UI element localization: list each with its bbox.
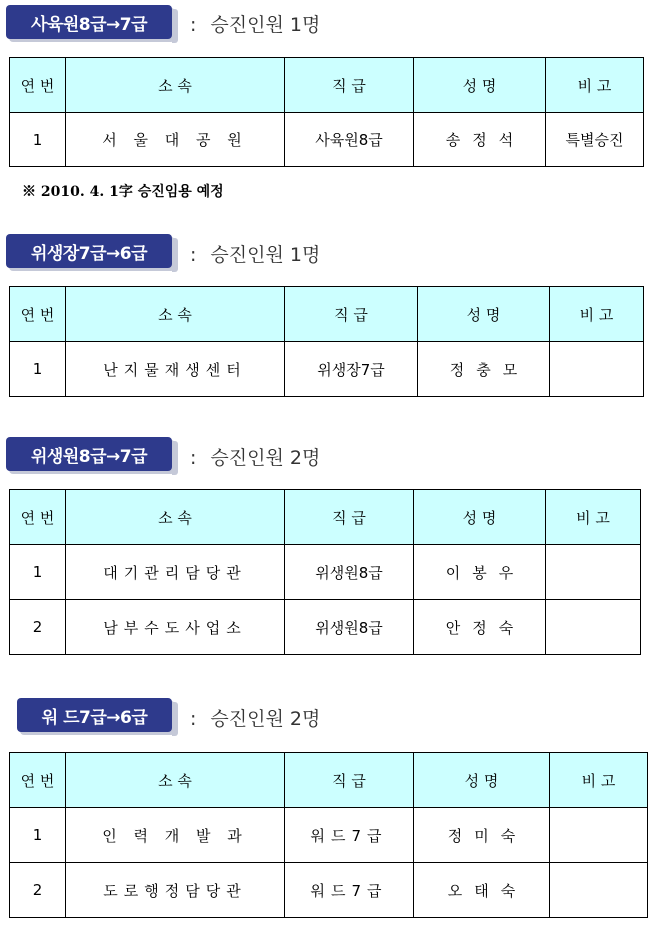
section-3-badge-label: 위생원8급→7급 <box>30 446 147 467</box>
section-3-table <box>9 489 641 655</box>
header-note: 비 고 <box>550 287 644 342</box>
header-name: 성 명 <box>414 490 546 545</box>
section-4-badge <box>17 698 172 732</box>
table-row <box>10 113 644 167</box>
footnote: ※ 2010. 4. 1字 승진임용 예정 <box>22 184 224 200</box>
header-rank: 직 급 <box>285 490 414 545</box>
cell-no: 2 <box>10 600 66 655</box>
table-header-row <box>10 490 641 545</box>
section-1-count <box>190 10 320 37</box>
cell-rank: 사육원8급 <box>285 113 414 167</box>
section-2-count-label: 승진인원 1명 <box>210 244 321 266</box>
cell-dept: 서 울 대 공 원 <box>66 113 285 167</box>
header-no: 연 번 <box>10 490 66 545</box>
header-dept: 소 속 <box>66 753 285 808</box>
cell-note <box>546 600 641 655</box>
header-dept: 소 속 <box>66 58 285 113</box>
cell-no: 1 <box>10 545 66 600</box>
section-3-badge <box>6 437 172 471</box>
section-4-table <box>9 752 648 918</box>
cell-name: 송정석 <box>414 113 546 167</box>
cell-note: 특별승진 <box>546 113 644 167</box>
cell-name: 정미숙 <box>414 808 550 863</box>
section-3-count <box>190 443 320 470</box>
cell-name: 안정숙 <box>414 600 546 655</box>
section-4-colon: : <box>190 708 197 730</box>
cell-rank: 위생원8급 <box>285 545 414 600</box>
section-4-count-label: 승진인원 2명 <box>210 708 321 730</box>
section-1-badge <box>6 5 172 39</box>
section-2-badge-label: 위생장7급→6급 <box>30 243 147 264</box>
header-no: 연 번 <box>10 753 66 808</box>
cell-dept: 도로행정담당관 <box>66 863 285 918</box>
cell-name: 오태숙 <box>414 863 550 918</box>
header-name: 성 명 <box>414 58 546 113</box>
cell-note <box>550 863 648 918</box>
cell-dept: 인 력 개 발 과 <box>66 808 285 863</box>
header-rank: 직 급 <box>285 287 418 342</box>
table-header-row <box>10 58 644 113</box>
section-2-count <box>190 240 320 267</box>
cell-dept: 대기관리담당관 <box>66 545 285 600</box>
cell-rank: 위생장7급 <box>285 342 418 397</box>
cell-rank: 위생원8급 <box>285 600 414 655</box>
cell-rank: 워드7급 <box>285 863 414 918</box>
table-header-row <box>10 287 644 342</box>
header-dept: 소 속 <box>66 287 285 342</box>
section-4-count <box>190 704 320 731</box>
section-3-count-label: 승진인원 2명 <box>210 447 321 469</box>
cell-no: 1 <box>10 808 66 863</box>
header-dept: 소 속 <box>66 490 285 545</box>
header-rank: 직 급 <box>285 58 414 113</box>
section-2-table <box>9 286 644 397</box>
header-name: 성 명 <box>418 287 550 342</box>
cell-note <box>546 545 641 600</box>
cell-no: 1 <box>10 113 66 167</box>
section-1-count-label: 승진인원 1명 <box>210 14 321 36</box>
table-header-row <box>10 753 648 808</box>
section-1-colon: : <box>190 14 197 36</box>
table-row <box>10 342 644 397</box>
cell-no: 2 <box>10 863 66 918</box>
header-no: 연 번 <box>10 287 66 342</box>
header-note: 비 고 <box>546 490 641 545</box>
cell-no: 1 <box>10 342 66 397</box>
table-row <box>10 545 641 600</box>
header-note: 비 고 <box>546 58 644 113</box>
cell-note <box>550 342 644 397</box>
header-note: 비 고 <box>550 753 648 808</box>
cell-rank: 워드7급 <box>285 808 414 863</box>
cell-note <box>550 808 648 863</box>
cell-name: 이봉우 <box>414 545 546 600</box>
section-2-colon: : <box>190 244 197 266</box>
table-row <box>10 600 641 655</box>
cell-dept: 난지물재생센터 <box>66 342 285 397</box>
header-rank: 직 급 <box>285 753 414 808</box>
header-name: 성 명 <box>414 753 550 808</box>
table-row <box>10 863 648 918</box>
header-no: 연 번 <box>10 58 66 113</box>
section-1-badge-label: 사육원8급→7급 <box>30 14 147 35</box>
cell-dept: 남부수도사업소 <box>66 600 285 655</box>
section-3-colon: : <box>190 447 197 469</box>
table-row <box>10 808 648 863</box>
section-2-badge <box>6 234 172 268</box>
cell-name: 정충모 <box>418 342 550 397</box>
section-1-table <box>9 57 644 167</box>
section-4-badge-label: 워 드7급→6급 <box>41 707 148 728</box>
